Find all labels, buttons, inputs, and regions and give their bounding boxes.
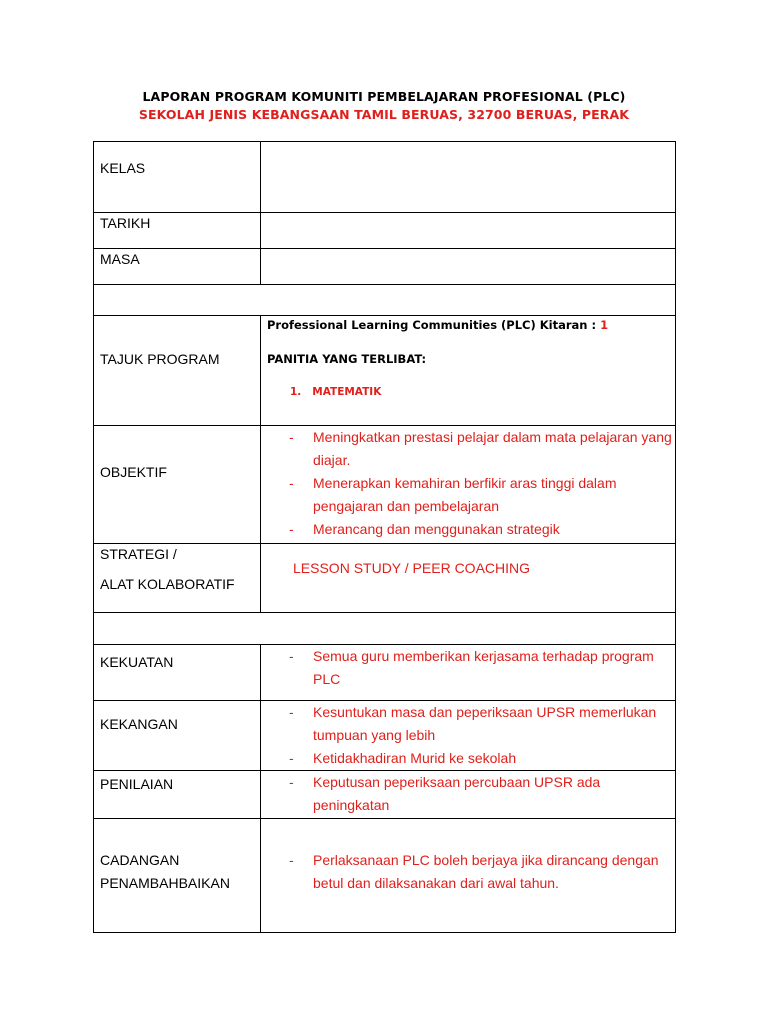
row-kelas [94, 142, 676, 213]
row-spacer [94, 613, 676, 645]
kekuatan-list [261, 645, 675, 691]
kekangan-label: KEKANGAN [100, 716, 178, 732]
row-strategi [94, 544, 676, 613]
panitia-number: 1. [290, 386, 302, 398]
tajuk-label: TAJUK PROGRAM [100, 351, 220, 367]
plc-cycle-number: 1 [600, 318, 609, 332]
penilaian-label: PENILAIAN [100, 776, 174, 792]
objektif-label-cell [94, 426, 261, 544]
cadangan-value-cell [261, 819, 676, 933]
kekangan-list [261, 701, 675, 770]
kekuatan-value-cell [261, 645, 676, 701]
kekangan-label-cell [94, 701, 261, 771]
kelas-value-cell[interactable] [261, 142, 676, 213]
penilaian-label-cell [94, 771, 261, 819]
row-masa [94, 249, 676, 285]
strategi-value-cell [261, 544, 676, 613]
objektif-item: - Menerapkan kemahiran berfikir aras tinggi dalam pengajaran dan pembelajaran [261, 472, 675, 518]
strategi-label-line2: ALAT KOLABORATIF [100, 576, 235, 592]
row-spacer [94, 285, 676, 316]
kekangan-item: - Kesuntukan masa dan peperiksaan UPSR memerlukan tumpuan yang lebih [261, 701, 675, 747]
tarikh-value-cell[interactable] [261, 213, 676, 249]
panitia-heading: PANITIA YANG TERLIBAT: [267, 352, 427, 366]
cadangan-label-cell [94, 819, 261, 933]
penilaian-list [261, 771, 675, 817]
panitia-subject: MATEMATIK [312, 386, 382, 398]
row-objektif [94, 426, 676, 544]
objektif-value-cell [261, 426, 676, 544]
kekangan-item: - Ketidakhadiran Murid ke sekolah [261, 747, 675, 770]
spacer-cell [94, 613, 676, 645]
plc-cycle-title [261, 316, 675, 332]
objektif-item: - Meningkatkan prestasi pelajar dalam mata pelajaran yang diajar. [261, 426, 675, 472]
plc-report-table [93, 141, 676, 933]
cadangan-label-line2: PENAMBAHBAIKAN [100, 875, 230, 891]
cadangan-label-line1: CADANGAN [100, 852, 180, 868]
kekuatan-item: - Semua guru memberikan kerjasama terhadap program PLC [261, 645, 675, 691]
kelas-label: KELAS [100, 160, 146, 176]
row-tarikh [94, 213, 676, 249]
objektif-list [261, 426, 675, 541]
objektif-label: OBJEKTIF [100, 464, 167, 480]
kekuatan-label-cell [94, 645, 261, 701]
tajuk-value-cell [261, 316, 676, 426]
tajuk-label-cell [94, 316, 261, 426]
strategi-label-cell [94, 544, 261, 613]
penilaian-value-cell [261, 771, 676, 819]
objektif-item: - Merancang dan menggunakan strategik [261, 518, 675, 541]
cadangan-list [261, 819, 675, 895]
row-cadangan [94, 819, 676, 933]
spacer-cell [94, 285, 676, 316]
masa-label-cell [94, 249, 261, 285]
cadangan-item: - Perlaksanaan PLC boleh berjaya jika dirancang dengan betul dan dilaksanakan dari awal tahun. [261, 849, 675, 895]
row-penilaian [94, 771, 676, 819]
kekangan-value-cell [261, 701, 676, 771]
row-kekangan [94, 701, 676, 771]
panitia-list-item [261, 366, 675, 398]
masa-label: MASA [100, 251, 140, 267]
tarikh-label: TARIKH [100, 215, 151, 231]
report-title: LAPORAN PROGRAM KOMUNITI PEMBELAJARAN PROFESIONAL (PLC) [142, 89, 626, 104]
masa-value-cell[interactable] [261, 249, 676, 285]
strategi-label-line1: STRATEGI / [100, 546, 177, 562]
school-name: SEKOLAH JENIS KEBANGSAAN TAMIL BERUAS, 32700 BERUAS, PERAK [138, 107, 630, 122]
tarikh-label-cell [94, 213, 261, 249]
kelas-label-cell [94, 142, 261, 213]
kekuatan-label: KEKUATAN [100, 654, 174, 670]
plc-title-text: Professional Learning Communities (PLC) Kitaran : [267, 318, 601, 332]
penilaian-item: - Keputusan peperiksaan percubaan UPSR ada peningkatan [261, 771, 675, 817]
strategi-value: LESSON STUDY / PEER COACHING [293, 560, 531, 576]
row-kekuatan [94, 645, 676, 701]
row-tajuk-program [94, 316, 676, 426]
